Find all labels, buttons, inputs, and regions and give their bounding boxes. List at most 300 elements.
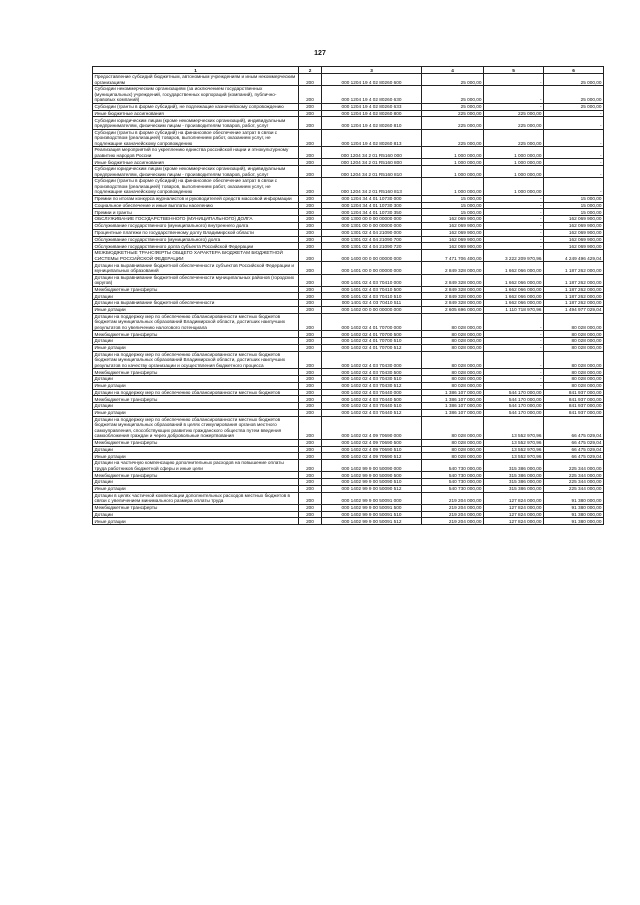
approved-amount: 80 028 000,00	[422, 331, 484, 338]
approved-amount: 25 000,00	[422, 86, 484, 104]
executed-amount: 127 824 000,00	[484, 504, 544, 511]
table-row	[93, 307, 604, 314]
budget-classification-code: 000 1402 02 4 01 70700 510	[322, 338, 422, 345]
approved-amount: 162 069 900,00	[422, 229, 484, 236]
budget-table	[92, 66, 604, 525]
table-row	[93, 410, 604, 417]
table-row	[93, 313, 604, 331]
line-item-name: Дотации в целях частичной компенсации дополнительных расходов местных бюджетов в связи с увеличением минимального размера оплаты труда	[93, 492, 299, 504]
budget-classification-code: 000 1402 00 0 00 00000 000	[322, 307, 422, 314]
column-header: 6	[544, 67, 604, 74]
line-code: 200	[299, 243, 322, 250]
table-row	[93, 460, 604, 472]
executed-amount: 225 000,00	[484, 129, 544, 147]
executed-amount: -	[484, 209, 544, 216]
executed-amount: 1 662 066 000,00	[484, 262, 544, 274]
budget-classification-code: 000 1402 02 4 03 70430 512	[322, 382, 422, 389]
line-item-name: Субсидии юридическим лицам (кроме некоммерческих организаций), индивидуальным предпринимателям, физическим лицам - производителям товаров, работ, услуг	[93, 117, 299, 129]
executed-amount: 13 552 970,96	[484, 453, 544, 460]
executed-amount: -	[484, 243, 544, 250]
line-item-name: Дотации	[93, 403, 299, 410]
approved-amount: 1 386 107 000,00	[422, 396, 484, 403]
table-header-row	[93, 67, 604, 74]
line-code: 200	[299, 178, 322, 196]
approved-amount: 162 069 900,00	[422, 243, 484, 250]
line-code: 200	[299, 209, 322, 216]
budget-classification-code: 000 1402 99 9 00 50090 500	[322, 472, 422, 479]
unexecuted-amount: 66 475 029,04	[544, 416, 604, 439]
column-header: 4	[422, 67, 484, 74]
budget-classification-code: 000 1204 34 2 01 R5160 000	[322, 147, 422, 159]
unexecuted-amount: 1 187 262 000,00	[544, 300, 604, 307]
executed-amount: -	[484, 376, 544, 383]
budget-classification-code: 000 1204 19 4 02 80260 810	[322, 117, 422, 129]
line-code: 200	[299, 300, 322, 307]
table-row	[93, 209, 604, 216]
table-row	[93, 243, 604, 250]
table-row	[93, 229, 604, 236]
table-row	[93, 147, 604, 159]
approved-amount: 219 204 000,00	[422, 492, 484, 504]
column-header: 5	[484, 67, 544, 74]
table-row	[93, 331, 604, 338]
approved-amount: 80 028 000,00	[422, 382, 484, 389]
table-row	[93, 202, 604, 209]
table-row	[93, 338, 604, 345]
unexecuted-amount: 15 000,00	[544, 202, 604, 209]
page-number: 127	[314, 50, 326, 57]
table-row	[93, 236, 604, 243]
approved-amount: 80 028 000,00	[422, 338, 484, 345]
line-code: 200	[299, 195, 322, 202]
unexecuted-amount: 841 937 000,00	[544, 389, 604, 396]
unexecuted-amount: 225 344 000,00	[544, 485, 604, 492]
executed-amount: 315 386 000,00	[484, 479, 544, 486]
line-item-name: Дотации	[93, 338, 299, 345]
unexecuted-amount: 1 494 977 029,04	[544, 307, 604, 314]
unexecuted-amount: 91 380 000,00	[544, 504, 604, 511]
budget-classification-code: 000 1301 02 4 04 21090 700	[322, 236, 422, 243]
line-item-name: Иные бюджетные ассигнования	[93, 159, 299, 166]
unexecuted-amount: 1 187 262 000,00	[544, 262, 604, 274]
line-item-name: Обслуживание государственного (муниципального) внутреннего долга	[93, 223, 299, 230]
line-code: 200	[299, 439, 322, 446]
table-row	[93, 300, 604, 307]
table-row	[93, 250, 604, 262]
line-code: 200	[299, 453, 322, 460]
budget-classification-code: 000 1204 34 4 01 10730 000	[322, 195, 422, 202]
budget-classification-code: 000 1204 19 4 02 80260 813	[322, 129, 422, 147]
executed-amount: 13 552 970,96	[484, 439, 544, 446]
line-code: 200	[299, 492, 322, 504]
approved-amount: 1 386 107 000,00	[422, 410, 484, 417]
budget-classification-code: 000 1401 02 4 03 70410 511	[322, 300, 422, 307]
line-code: 200	[299, 110, 322, 117]
executed-amount: -	[484, 103, 544, 110]
unexecuted-amount: 80 028 000,00	[544, 369, 604, 376]
unexecuted-amount: -	[544, 117, 604, 129]
line-item-name: Дотации на поддержку мер по обеспечению сбалансированности местных бюджетов бюджетам муниципальных образований Владимирской области, достигших наилучших результатов по увеличению налогового потенциала	[93, 313, 299, 331]
line-item-name: Иные дотации	[93, 382, 299, 389]
unexecuted-amount: 15 000,00	[544, 195, 604, 202]
approved-amount: 1 000 000,00	[422, 159, 484, 166]
table-row	[93, 472, 604, 479]
line-code: 200	[299, 369, 322, 376]
line-item-name: Дотации	[93, 446, 299, 453]
line-item-name: Дотации на выравнивание бюджетной обеспеченности	[93, 300, 299, 307]
approved-amount: 15 000,00	[422, 209, 484, 216]
budget-classification-code: 000 1204 19 4 02 80260 633	[322, 103, 422, 110]
line-item-name: Субсидии (гранты в форме субсидий) на финансовое обеспечение затрат в связи с производством (реализацией) товаров, выполнением работ, оказанием услуг, не подлежащие казначейскому сопровождению	[93, 178, 299, 196]
executed-amount: -	[484, 338, 544, 345]
unexecuted-amount: 225 344 000,00	[544, 479, 604, 486]
line-code: 200	[299, 202, 322, 209]
executed-amount: -	[484, 195, 544, 202]
executed-amount: -	[484, 223, 544, 230]
budget-classification-code: 000 1402 02 4 03 70440 510	[322, 403, 422, 410]
budget-classification-code: 000 1402 02 4 01 70700 000	[322, 313, 422, 331]
table-row	[93, 479, 604, 486]
approved-amount: 7 471 706 400,00	[422, 250, 484, 262]
executed-amount: 544 170 000,00	[484, 396, 544, 403]
budget-classification-code: 000 1204 19 4 02 80260 600	[322, 74, 422, 86]
line-item-name: Социальное обеспечение и иные выплаты населению	[93, 202, 299, 209]
approved-amount: 2 849 328 000,00	[422, 286, 484, 293]
table-row	[93, 159, 604, 166]
budget-classification-code: 000 1401 02 4 03 70410 000	[322, 274, 422, 286]
line-item-name: Иные дотации	[93, 410, 299, 417]
line-item-name: Дотации на поддержку мер по обеспечению сбалансированности местных бюджетов бюджетам муниципальных образований Владимирской области, достигших наилучших результатов по качеству организации и осуществления бюджетного процесса	[93, 351, 299, 369]
line-code: 200	[299, 338, 322, 345]
unexecuted-amount: 66 475 029,04	[544, 453, 604, 460]
table-row	[93, 446, 604, 453]
unexecuted-amount: 91 380 000,00	[544, 518, 604, 525]
executed-amount: 1 000 000,00	[484, 178, 544, 196]
line-item-name: Дотации	[93, 376, 299, 383]
executed-amount: 544 170 000,00	[484, 410, 544, 417]
line-item-name: Процентные платежи по государственному долгу Владимирской области	[93, 229, 299, 236]
table-row	[93, 453, 604, 460]
line-item-name: Дотации на частичную компенсацию дополнительных расходов на повышение оплаты труда работников бюджетной сферы и иные цели	[93, 460, 299, 472]
approved-amount: 540 730 000,00	[422, 479, 484, 486]
unexecuted-amount: 225 344 000,00	[544, 472, 604, 479]
budget-classification-code: 000 1301 00 0 00 00000 000	[322, 223, 422, 230]
approved-amount: 225 000,00	[422, 110, 484, 117]
table-row	[93, 389, 604, 396]
line-item-name: Межбюджетные трансферты	[93, 504, 299, 511]
budget-classification-code: 000 1402 02 4 09 70690 000	[322, 416, 422, 439]
executed-amount: -	[484, 236, 544, 243]
unexecuted-amount: 1 187 262 000,00	[544, 274, 604, 286]
executed-amount: 225 000,00	[484, 110, 544, 117]
unexecuted-amount: -	[544, 147, 604, 159]
line-code: 200	[299, 331, 322, 338]
executed-amount: 315 386 000,00	[484, 485, 544, 492]
executed-amount: -	[484, 344, 544, 351]
executed-amount: 315 386 000,00	[484, 472, 544, 479]
executed-amount: 225 000,00	[484, 117, 544, 129]
line-item-name: Межбюджетные трансферты	[93, 472, 299, 479]
unexecuted-amount: 66 475 029,04	[544, 446, 604, 453]
line-item-name: Иные дотации	[93, 518, 299, 525]
executed-amount: 3 222 209 970,96	[484, 250, 544, 262]
line-item-name: Иные дотации	[93, 453, 299, 460]
unexecuted-amount: 80 028 000,00	[544, 382, 604, 389]
line-code: 200	[299, 166, 322, 178]
unexecuted-amount: -	[544, 159, 604, 166]
line-code: 200	[299, 389, 322, 396]
line-code: 200	[299, 223, 322, 230]
budget-classification-code: 000 1402 99 9 00 50091 510	[322, 511, 422, 518]
line-code: 200	[299, 396, 322, 403]
line-code: 200	[299, 344, 322, 351]
unexecuted-amount: -	[544, 178, 604, 196]
budget-classification-code: 000 1402 99 9 00 50090 512	[322, 485, 422, 492]
table-row	[93, 518, 604, 525]
approved-amount: 1 000 000,00	[422, 166, 484, 178]
line-item-name: Иные дотации	[93, 485, 299, 492]
approved-amount: 540 730 000,00	[422, 485, 484, 492]
unexecuted-amount: 1 187 262 000,00	[544, 286, 604, 293]
line-code: 200	[299, 250, 322, 262]
executed-amount: 13 552 970,96	[484, 446, 544, 453]
executed-amount: 544 170 000,00	[484, 403, 544, 410]
approved-amount: 25 000,00	[422, 74, 484, 86]
line-code: 200	[299, 274, 322, 286]
unexecuted-amount: 80 028 000,00	[544, 338, 604, 345]
approved-amount: 2 849 328 000,00	[422, 293, 484, 300]
approved-amount: 225 000,00	[422, 117, 484, 129]
executed-amount: 315 386 000,00	[484, 460, 544, 472]
table-row	[93, 86, 604, 104]
column-header: 3	[322, 67, 422, 74]
executed-amount: 544 170 000,00	[484, 389, 544, 396]
approved-amount: 80 028 000,00	[422, 313, 484, 331]
line-code: 200	[299, 485, 322, 492]
table-row	[93, 117, 604, 129]
approved-amount: 2 605 696 000,00	[422, 307, 484, 314]
line-item-name: Премии по итогам конкурса журналистов и руководителей средств массовой информации	[93, 195, 299, 202]
line-item-name: Дотации на выравнивание бюджетной обеспеченности субъектов Российской Федерации и муниципальных образований	[93, 262, 299, 274]
executed-amount: -	[484, 331, 544, 338]
table-row	[93, 416, 604, 439]
unexecuted-amount: 162 069 900,00	[544, 243, 604, 250]
executed-amount: -	[484, 351, 544, 369]
line-code: 200	[299, 376, 322, 383]
line-item-name: Иные бюджетные ассигнования	[93, 110, 299, 117]
approved-amount: 15 000,00	[422, 202, 484, 209]
unexecuted-amount: -	[544, 110, 604, 117]
line-item-name: Субсидии (гранты в форме субсидий) на финансовое обеспечение затрат в связи с производством (реализацией) товаров, выполнением работ, оказанием услуг, не подлежащие казначейскому сопровождению	[93, 129, 299, 147]
executed-amount: 1 662 066 000,00	[484, 286, 544, 293]
approved-amount: 80 028 000,00	[422, 416, 484, 439]
budget-classification-code: 000 1301 02 4 04 21090 720	[322, 243, 422, 250]
approved-amount: 162 069 900,00	[422, 216, 484, 223]
line-code: 200	[299, 504, 322, 511]
line-code: 200	[299, 460, 322, 472]
executed-amount: 1 110 718 970,96	[484, 307, 544, 314]
line-code: 200	[299, 479, 322, 486]
executed-amount: 1 000 000,00	[484, 166, 544, 178]
line-code: 200	[299, 446, 322, 453]
executed-amount: 13 552 970,96	[484, 416, 544, 439]
table-row	[93, 178, 604, 196]
approved-amount: 540 730 000,00	[422, 472, 484, 479]
line-item-name: Обслуживание государственного долга субъекта Российской Федерации	[93, 243, 299, 250]
unexecuted-amount: 4 249 496 429,04	[544, 250, 604, 262]
table-row	[93, 492, 604, 504]
line-code: 200	[299, 117, 322, 129]
budget-classification-code: 000 1402 99 9 00 50091 500	[322, 504, 422, 511]
unexecuted-amount: -	[544, 166, 604, 178]
budget-classification-code: 000 1402 02 4 03 70440 512	[322, 410, 422, 417]
budget-classification-code: 000 1402 99 9 00 50091 512	[322, 518, 422, 525]
line-item-name: Субсидии некоммерческим организациям (за исключением государственных (муниципальных) учреждений, государственных корпораций (компаний), публично-правовых компаний)	[93, 86, 299, 104]
table-row	[93, 103, 604, 110]
line-code: 200	[299, 307, 322, 314]
unexecuted-amount: 225 344 000,00	[544, 460, 604, 472]
approved-amount: 2 849 328 000,00	[422, 262, 484, 274]
unexecuted-amount: 80 028 000,00	[544, 331, 604, 338]
unexecuted-amount: 91 380 000,00	[544, 511, 604, 518]
budget-classification-code: 000 1402 99 9 00 50090 510	[322, 479, 422, 486]
unexecuted-amount: 841 937 000,00	[544, 403, 604, 410]
table-row	[93, 74, 604, 86]
line-code: 200	[299, 518, 322, 525]
approved-amount: 219 204 000,00	[422, 504, 484, 511]
line-code: 200	[299, 103, 322, 110]
line-item-name: Дотации на поддержку мер по обеспечению сбалансированности местных бюджетов бюджетам муниципальных образований в целях стимулирования органов местного самоуправления, способствующих развитию гражданского общества путем введения самообложения граждан и через добровольные пожертвования	[93, 416, 299, 439]
line-code: 200	[299, 382, 322, 389]
line-item-name: Межбюджетные трансферты	[93, 396, 299, 403]
table-body	[93, 74, 604, 525]
executed-amount: 127 824 000,00	[484, 518, 544, 525]
executed-amount: -	[484, 74, 544, 86]
budget-classification-code: 000 1402 99 9 00 50090 000	[322, 460, 422, 472]
approved-amount: 219 204 000,00	[422, 511, 484, 518]
table-row	[93, 403, 604, 410]
line-code: 200	[299, 147, 322, 159]
column-header: 1	[93, 67, 299, 74]
budget-classification-code: 000 1204 34 2 01 R5160 810	[322, 166, 422, 178]
unexecuted-amount: 162 069 900,00	[544, 223, 604, 230]
approved-amount: 80 028 000,00	[422, 344, 484, 351]
line-code: 200	[299, 86, 322, 104]
budget-classification-code: 000 1401 00 0 00 00000 000	[322, 262, 422, 274]
approved-amount: 2 849 328 000,00	[422, 300, 484, 307]
approved-amount: 540 730 000,00	[422, 460, 484, 472]
line-code: 200	[299, 511, 322, 518]
approved-amount: 80 028 000,00	[422, 446, 484, 453]
unexecuted-amount: 80 028 000,00	[544, 313, 604, 331]
line-item-name: Субсидии юридическим лицам (кроме некоммерческих организаций), индивидуальным предпринимателям, физическим лицам - производителям товаров, работ, услуг	[93, 166, 299, 178]
approved-amount: 1 386 107 000,00	[422, 389, 484, 396]
table-row	[93, 110, 604, 117]
unexecuted-amount: 162 069 900,00	[544, 216, 604, 223]
budget-classification-code: 000 1401 02 4 03 70410 500	[322, 286, 422, 293]
approved-amount: 225 000,00	[422, 129, 484, 147]
executed-amount: -	[484, 369, 544, 376]
line-item-name: Реализация мероприятий по укреплению единства российской нации и этнокультурному развитию народов России	[93, 147, 299, 159]
unexecuted-amount: 1 187 262 000,00	[544, 293, 604, 300]
unexecuted-amount: 15 000,00	[544, 209, 604, 216]
table-row	[93, 376, 604, 383]
table-row	[93, 344, 604, 351]
line-item-name: Предоставление субсидий бюджетным, автономным учреждениям и иным некоммерческим организациям	[93, 74, 299, 86]
unexecuted-amount: 25 000,00	[544, 103, 604, 110]
budget-classification-code: 000 1402 02 4 09 70690 512	[322, 453, 422, 460]
unexecuted-amount: 841 937 000,00	[544, 396, 604, 403]
executed-amount: 127 824 000,00	[484, 511, 544, 518]
executed-amount: -	[484, 86, 544, 104]
unexecuted-amount: 25 000,00	[544, 74, 604, 86]
budget-classification-code: 000 1402 02 4 03 70430 500	[322, 369, 422, 376]
budget-classification-code: 000 1204 34 4 01 10730 300	[322, 202, 422, 209]
unexecuted-amount: 841 937 000,00	[544, 410, 604, 417]
table-row	[93, 293, 604, 300]
line-item-name: Дотации	[93, 511, 299, 518]
budget-classification-code: 000 1402 02 4 01 70700 512	[322, 344, 422, 351]
approved-amount: 80 028 000,00	[422, 453, 484, 460]
table-row	[93, 511, 604, 518]
line-code: 200	[299, 159, 322, 166]
approved-amount: 80 028 000,00	[422, 351, 484, 369]
line-item-name: ОБСЛУЖИВАНИЕ ГОСУДАРСТВЕННОГО (МУНИЦИПАЛЬНОГО) ДОЛГА	[93, 216, 299, 223]
unexecuted-amount: 80 028 000,00	[544, 351, 604, 369]
approved-amount: 80 028 000,00	[422, 369, 484, 376]
budget-classification-code: 000 1301 02 4 04 21090 000	[322, 229, 422, 236]
line-code: 200	[299, 313, 322, 331]
budget-classification-code: 000 1401 02 4 03 70410 510	[322, 293, 422, 300]
table-row	[93, 439, 604, 446]
table-row	[93, 382, 604, 389]
line-item-name: Иные дотации	[93, 307, 299, 314]
line-item-name: Дотации на выравнивание бюджетной обеспеченности муниципальных районов (городских округов)	[93, 274, 299, 286]
unexecuted-amount: 80 028 000,00	[544, 344, 604, 351]
approved-amount: 1 000 000,00	[422, 178, 484, 196]
approved-amount: 219 204 000,00	[422, 518, 484, 525]
line-code: 200	[299, 293, 322, 300]
table-row	[93, 351, 604, 369]
executed-amount: -	[484, 313, 544, 331]
line-code: 200	[299, 262, 322, 274]
line-code: 200	[299, 229, 322, 236]
budget-classification-code: 000 1402 02 4 01 70700 500	[322, 331, 422, 338]
line-item-name: Межбюджетные трансферты	[93, 439, 299, 446]
executed-amount: -	[484, 382, 544, 389]
table-row	[93, 166, 604, 178]
executed-amount: -	[484, 229, 544, 236]
budget-classification-code: 000 1402 02 4 03 70440 000	[322, 389, 422, 396]
budget-classification-code: 000 1400 00 0 00 00000 000	[322, 250, 422, 262]
line-item-name: Обслуживание государственного (муниципального) долга	[93, 236, 299, 243]
approved-amount: 162 069 900,00	[422, 236, 484, 243]
line-code: 200	[299, 472, 322, 479]
line-code: 200	[299, 129, 322, 147]
approved-amount: 1 386 107 000,00	[422, 403, 484, 410]
line-item-name: Иные дотации	[93, 344, 299, 351]
unexecuted-amount: 162 069 900,00	[544, 229, 604, 236]
line-item-name: Субсидии (гранты в форме субсидий), не подлежащие казначейскому сопровождению	[93, 103, 299, 110]
executed-amount: 1 000 000,00	[484, 147, 544, 159]
unexecuted-amount: 66 475 029,04	[544, 439, 604, 446]
executed-amount: 1 000 000,00	[484, 159, 544, 166]
line-code: 200	[299, 74, 322, 86]
budget-classification-code: 000 1402 02 4 03 70430 000	[322, 351, 422, 369]
budget-classification-code: 000 1402 02 4 03 70430 510	[322, 376, 422, 383]
table-row	[93, 274, 604, 286]
approved-amount: 25 000,00	[422, 103, 484, 110]
